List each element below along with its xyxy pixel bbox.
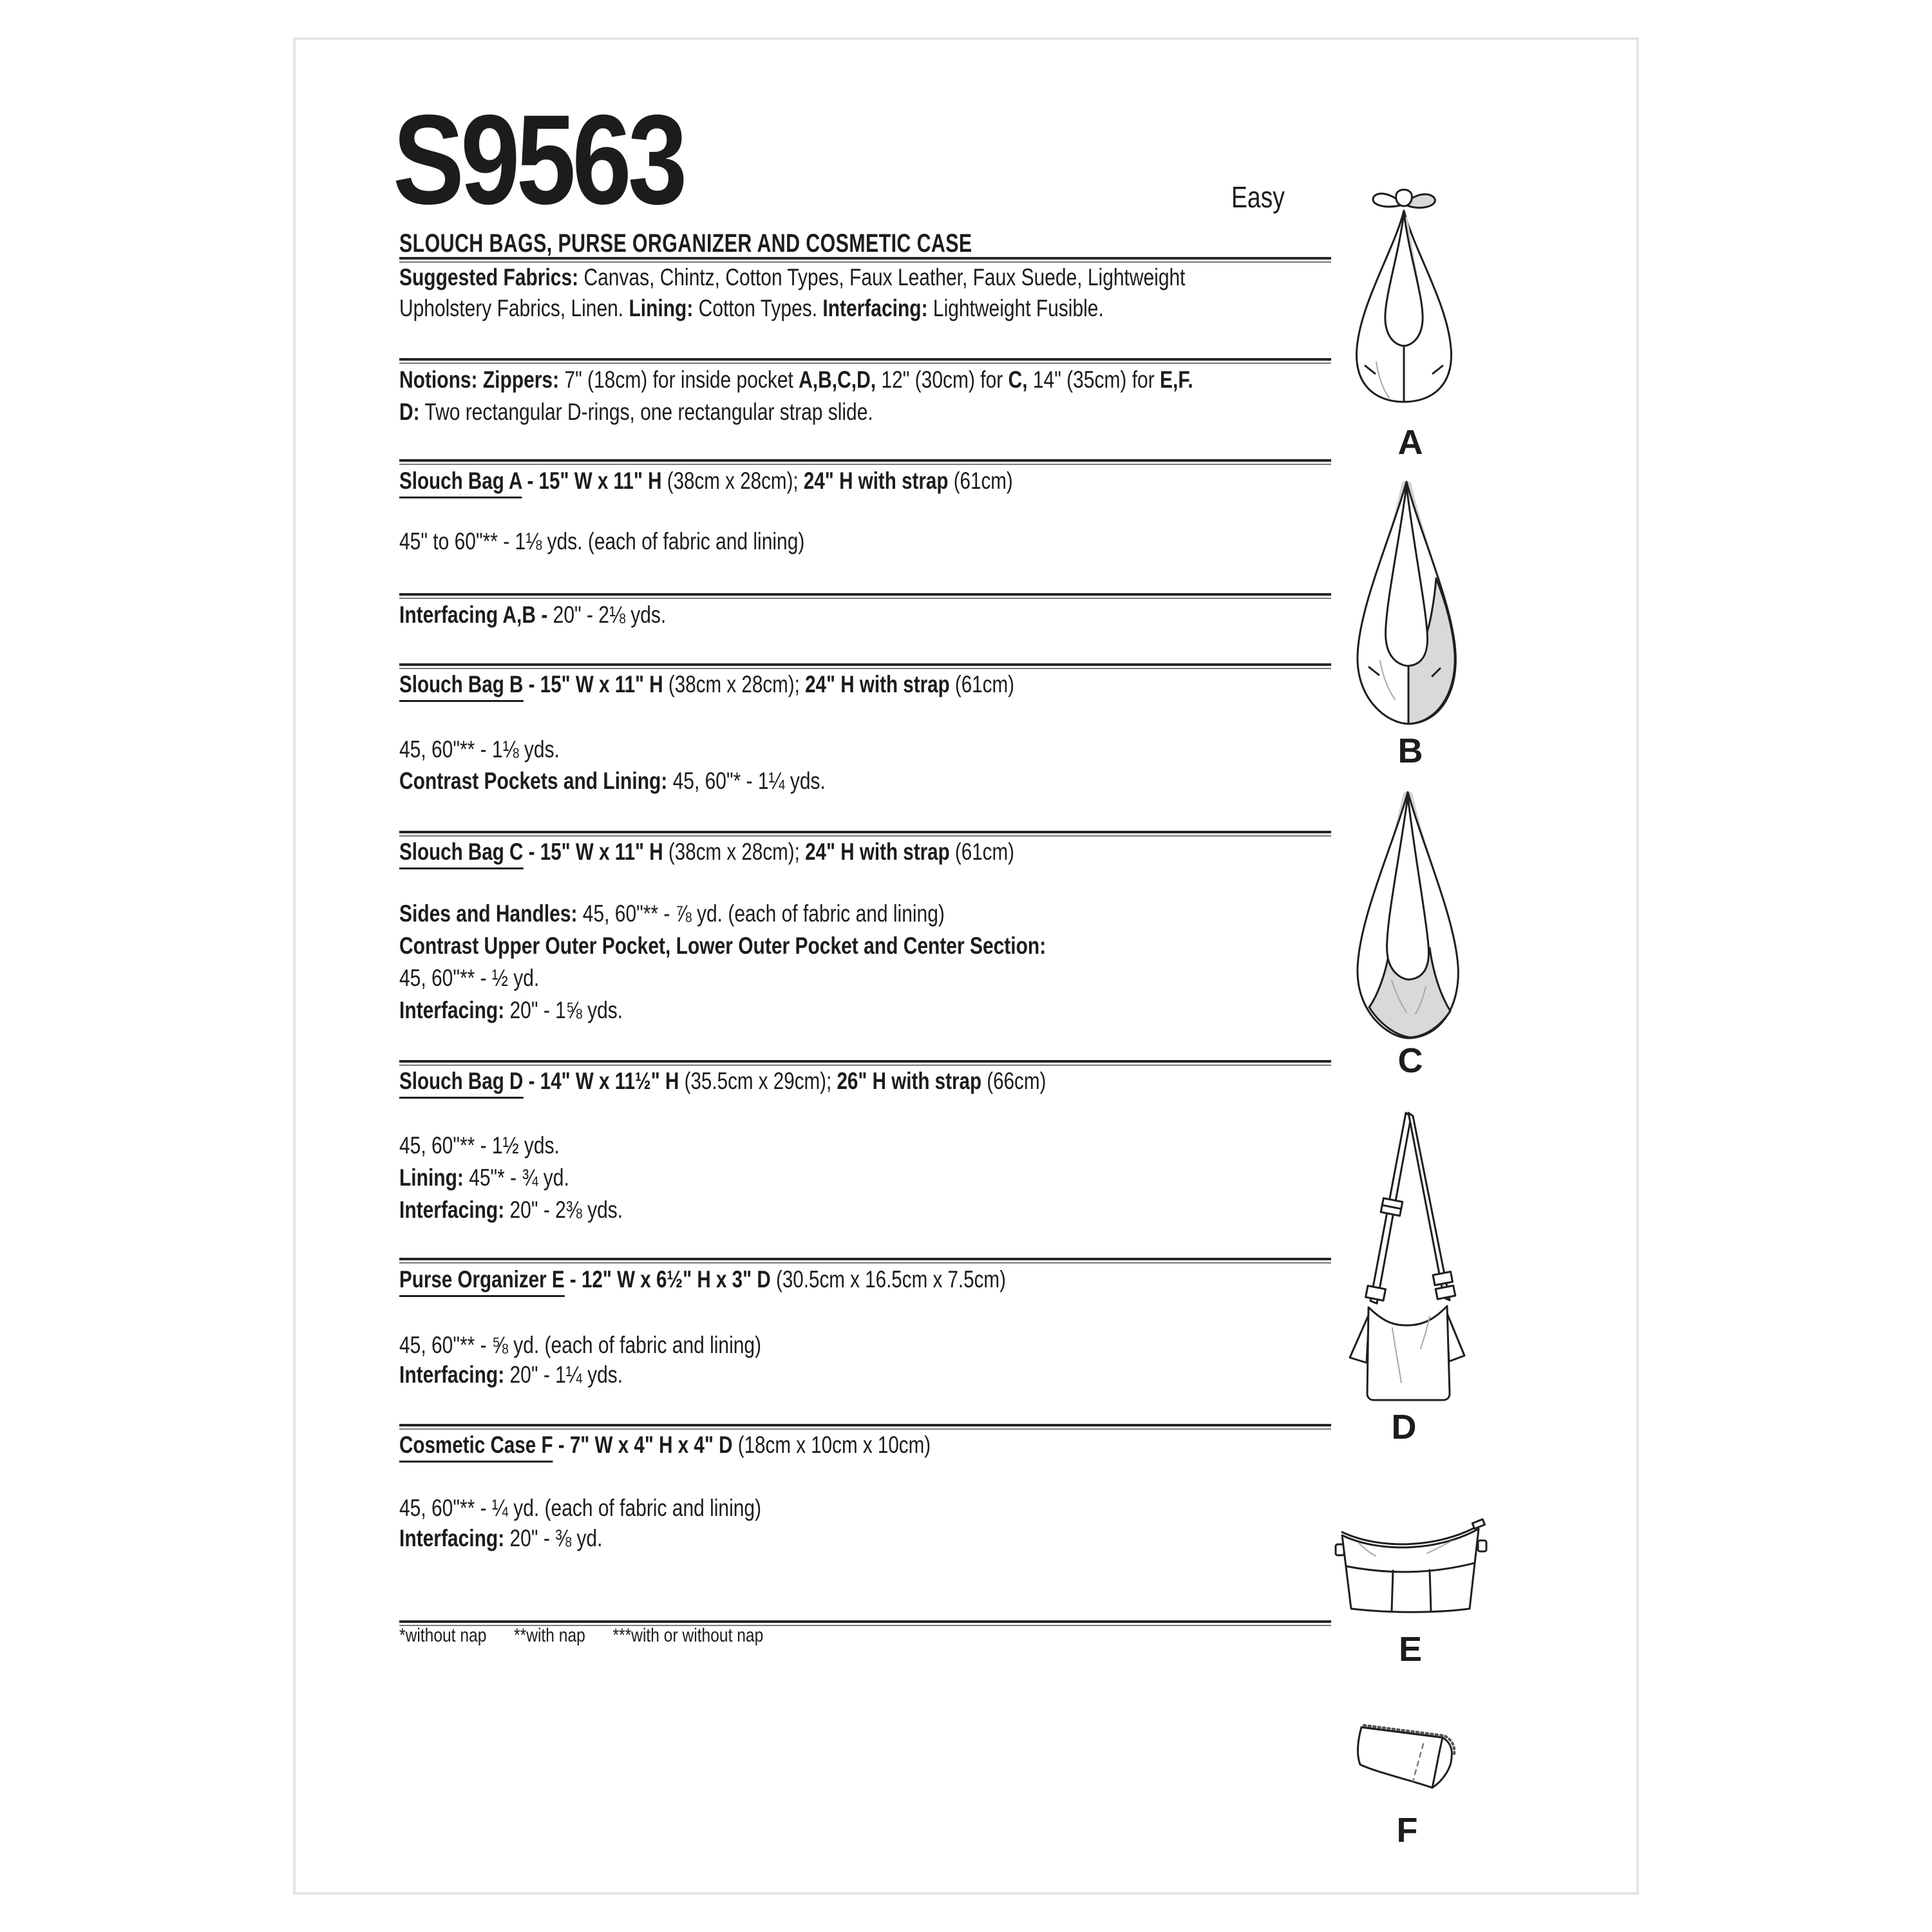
bag-a-label: A: [1397, 423, 1423, 462]
organizer-e-interfacing-label: Interfacing:: [399, 1361, 505, 1388]
organizer-e-name: Purse Organizer E: [399, 1266, 565, 1297]
bag-d-heading: Slouch Bag D - 14" W x 11½" H (35.5cm x 29cm); 26" H with strap (66cm): [399, 1066, 1046, 1097]
side-wing-left: [1350, 1314, 1369, 1363]
bag-d-label: D: [1391, 1408, 1417, 1446]
knot-center: [1396, 190, 1412, 207]
notions-label: Notions: Zippers:: [399, 366, 560, 393]
pocket-divider: [1392, 1571, 1393, 1611]
bag-c-contrast-yardage: 45, 60"** - ½ yd.: [399, 965, 540, 991]
case-f-illustration: [1341, 1708, 1470, 1803]
page-title: SLOUCH BAGS, PURSE ORGANIZER AND COSMETIC CASE: [399, 229, 972, 258]
interfacing-ab-line: Interfacing A,B - 20" - 2⅛ yds.: [399, 601, 667, 628]
section-divider: [399, 459, 1331, 465]
section-divider: [399, 1060, 1331, 1066]
bag-c-contrast-title: Contrast Upper Outer Pocket, Lower Outer Pocket and Center Section:: [399, 933, 1046, 959]
bag-a-yardage: 45" to 60"** - 1⅛ yds. (each of fabric and lining): [399, 528, 805, 554]
difficulty-label: Easy: [1231, 180, 1285, 214]
nap-footnotes: *without nap **with nap ***with or without nap: [399, 1625, 764, 1646]
bag-d-yardage-text: 45, 60"** - 1½ yds. Lining: 45"* - ¾ yd. Interfacing: 20" - 2⅜ yds.: [399, 1130, 623, 1226]
bag-b-contrast-label: Contrast Pockets and Lining:: [399, 768, 668, 794]
lining-label: Lining:: [629, 295, 694, 321]
section-divider: [399, 1424, 1331, 1430]
section-divider: [399, 1258, 1331, 1264]
bag-c-sides-label: Sides and Handles:: [399, 900, 578, 927]
organizer-e-heading: Purse Organizer E - 12" W x 6½" H x 3" D (30.5cm x 16.5cm x 7.5cm): [399, 1264, 1006, 1295]
suggested-fabrics-text: Suggested Fabrics: Canvas, Chintz, Cotton Types, Faux Leather, Faux Suede, Lightweight Upholstery Fabrics, Linen. Lining: Cotton Types. Interfacing: Lightweight Fusible.: [399, 264, 1186, 321]
case-f-yardage: 45, 60"** - ¼ yd. (each of fabric and lining): [399, 1495, 762, 1521]
organizer-e-illustration: [1332, 1517, 1490, 1620]
bag-c-heading: Slouch Bag C - 15" W x 11" H (38cm x 28cm); 24" H with strap (61cm): [399, 837, 1014, 867]
section-divider: [399, 593, 1331, 599]
bag-c-yardage-text: Sides and Handles: 45, 60"** - ⅞ yd. (each of fabric and lining) Contrast Upper Outer Pocket, Lower Outer Pocket and Center Section: 45, 60"** - ½ yd. Interfacing: 20" - 1⅝ yds.: [399, 900, 1046, 1023]
bag-a-illustration: [1336, 175, 1472, 430]
case-f-label: F: [1396, 1811, 1418, 1850]
bag-a-name: Slouch Bag A: [399, 468, 522, 498]
notions-text: Notions: Zippers: 7" (18cm) for inside pocket A,B,C,D, 12" (30cm) for C, 14" (35cm) for E,F. D: Two rectangular D-rings, one rectangular strap slide.: [399, 366, 1193, 425]
case-f-heading: Cosmetic Case F - 7" W x 4" H x 4" D (18cm x 10cm x 10cm): [399, 1430, 931, 1461]
bag-b-heading: Slouch Bag B - 15" W x 11" H (38cm x 28cm); 24" H with strap (61cm): [399, 669, 1014, 700]
organizer-e-yardage: 45, 60"** - ⅝ yd. (each of fabric and lining): [399, 1332, 762, 1358]
section-divider: [399, 358, 1331, 364]
bag-d-name: Slouch Bag D: [399, 1068, 523, 1099]
bag-a-heading: Slouch Bag A - 15" W x 11" H (38cm x 28cm); 24" H with strap (61cm): [399, 466, 1013, 497]
organizer-e-yardage-text: 45, 60"** - ⅝ yd. (each of fabric and lining) Interfacing: 20" - 1¼ yds.: [399, 1332, 762, 1388]
bag-d-illustration: [1333, 1109, 1475, 1405]
case-f-yardage-text: 45, 60"** - ¼ yd. (each of fabric and lining) Interfacing: 20" - ⅜ yd.: [399, 1493, 761, 1553]
case-f-interfacing-label: Interfacing:: [399, 1525, 505, 1551]
bag-b-name: Slouch Bag B: [399, 671, 523, 702]
case-f-name: Cosmetic Case F: [399, 1432, 553, 1463]
interfacing-label: Interfacing:: [822, 295, 928, 321]
d-ring-tab-right: [1478, 1540, 1486, 1551]
bag-c-name: Slouch Bag C: [399, 838, 523, 869]
bag-c-illustration: [1337, 787, 1479, 1039]
section-divider: [399, 663, 1331, 669]
section-divider: [399, 831, 1331, 837]
bag-b-yardage: 45, 60"** - 1⅛ yds.: [399, 736, 560, 762]
organizer-e-label: E: [1398, 1630, 1423, 1669]
pocket-divider: [1430, 1570, 1431, 1611]
zipper-pull: [1472, 1519, 1484, 1529]
bag-d-interfacing-label: Interfacing:: [399, 1197, 505, 1223]
bag-c-interfacing-label: Interfacing:: [399, 997, 505, 1023]
bag-b-yardage-text: 45, 60"** - 1⅛ yds. Contrast Pockets and Lining: 45, 60"* - 1¼ yds.: [399, 734, 826, 797]
bag-b-label: B: [1397, 732, 1423, 770]
bag-d-yardage: 45, 60"** - 1½ yds.: [399, 1132, 560, 1159]
bag-d-lining-label: Lining:: [399, 1164, 464, 1191]
bag-b-illustration: [1338, 475, 1477, 732]
bag-c-label: C: [1397, 1041, 1423, 1080]
suggested-fabrics-label: Suggested Fabrics:: [399, 264, 579, 290]
pattern-number: S9563: [393, 88, 684, 231]
